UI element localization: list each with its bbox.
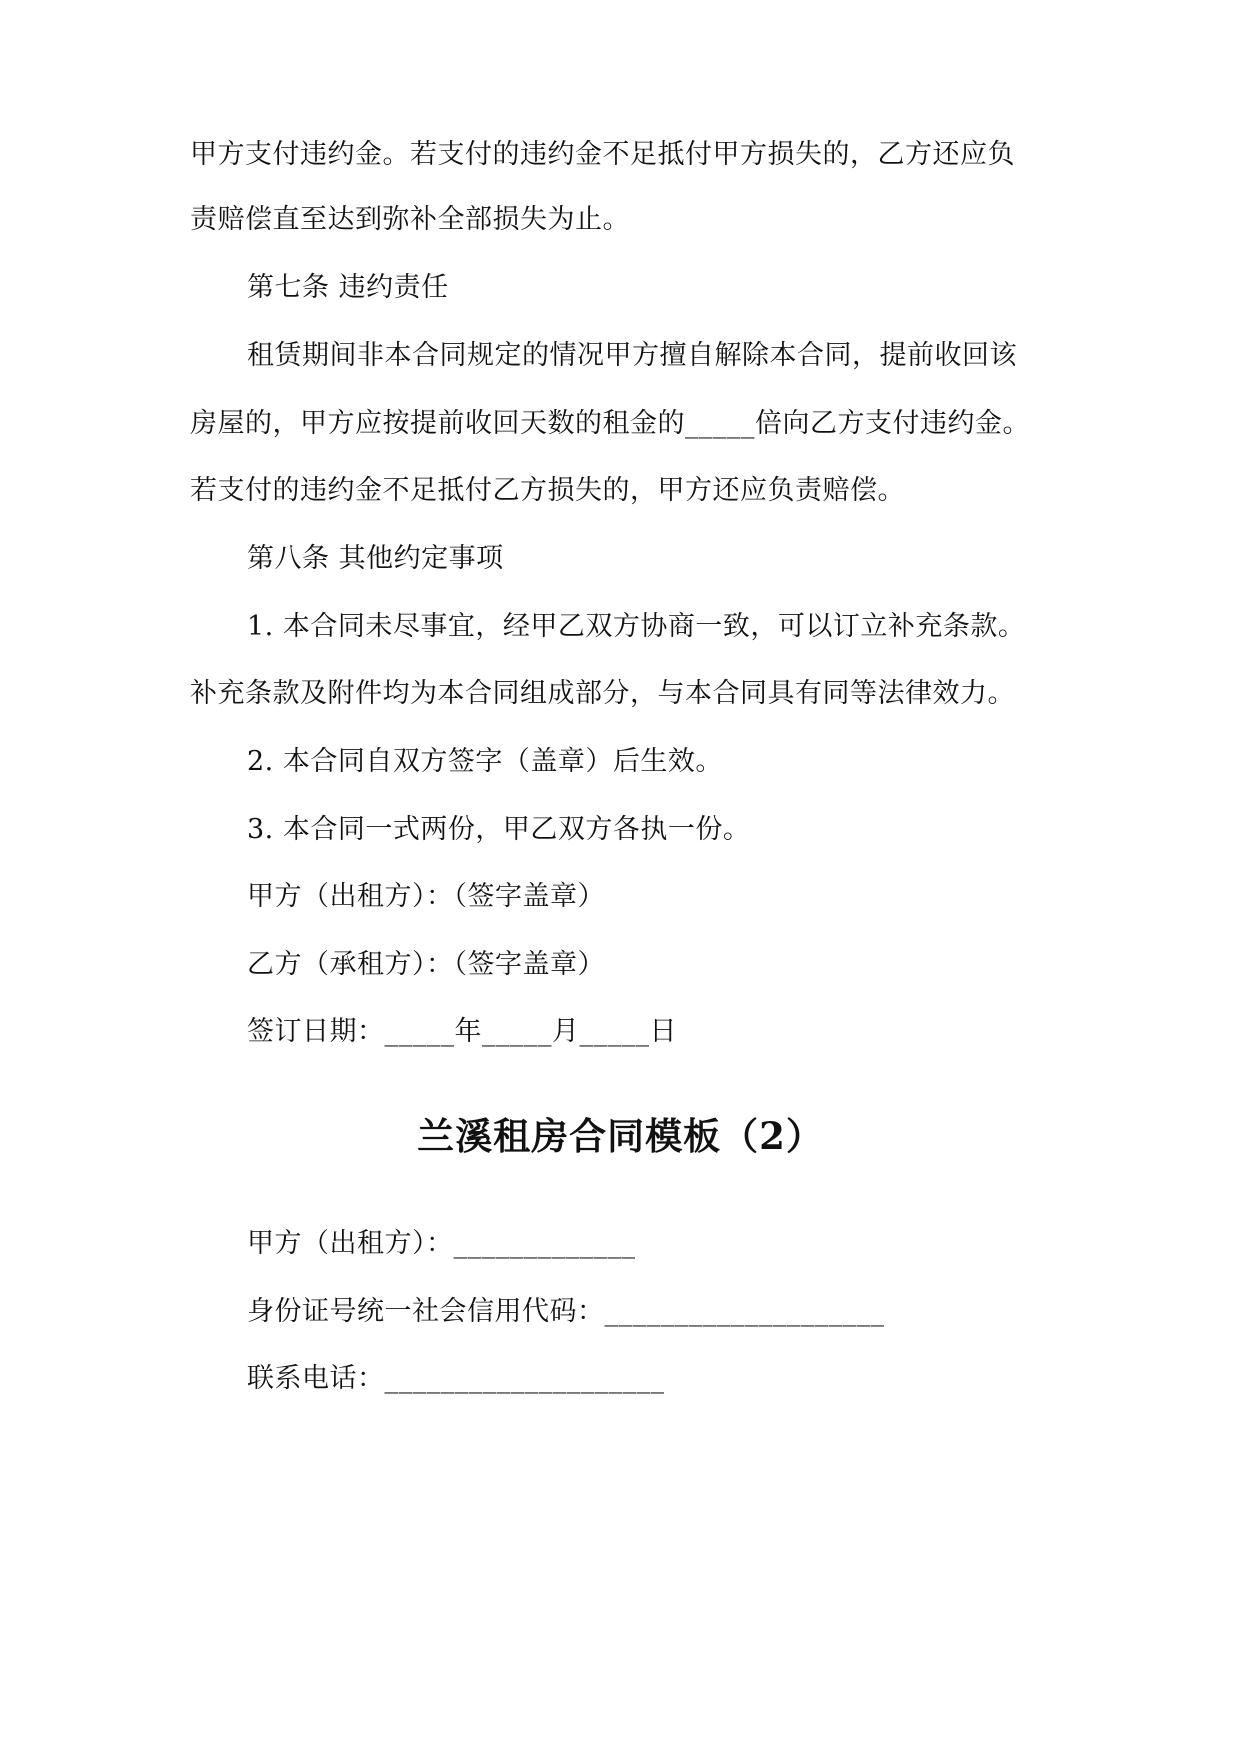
clause-3: 3. 本合同一式两份，甲乙双方各执一份。 [247, 814, 751, 845]
party-a-signature: 甲方（出租方）：（签字盖章） [247, 881, 605, 912]
party-b-signature: 乙方（承租方）：（签字盖章） [247, 949, 605, 980]
body-line-6: 若支付的违约金不足抵付乙方损失的，甲方还应负责赔偿。 [190, 475, 905, 506]
body-line-2: 责赔偿直至达到弥补全部损失为止。 [190, 204, 630, 235]
clause-2: 2. 本合同自双方签字（盖章）后生效。 [247, 746, 723, 777]
signing-date: 签订日期：_____年_____月_____日 [247, 1016, 677, 1047]
body-line-1: 甲方支付违约金。若支付的违约金不足抵付甲方损失的，乙方还应负 [190, 139, 1015, 170]
body-line-4: 租赁期间非本合同规定的情况甲方擅自解除本合同，提前收回该 [247, 340, 1017, 371]
party-a-field: 甲方（出租方）：_____________ [247, 1228, 636, 1259]
section-title: 兰溪租房合同模板（2） [417, 1114, 824, 1158]
body-line-5: 房屋的，甲方应按提前收回天数的租金的_____倍向乙方支付违约金。 [190, 408, 1030, 439]
id-number-field: 身份证号统一社会信用代码：____________________ [247, 1296, 885, 1327]
clause-1-line-1: 1. 本合同未尽事宜，经甲乙双方协商一致，可以订立补充条款。 [247, 611, 1026, 642]
article-8-heading: 第八条 其他约定事项 [247, 543, 504, 574]
phone-field: 联系电话：____________________ [247, 1363, 665, 1394]
clause-1-line-2: 补充条款及附件均为本合同组成部分，与本合同具有同等法律效力。 [190, 678, 1015, 709]
article-7-heading: 第七条 违约责任 [247, 272, 449, 303]
